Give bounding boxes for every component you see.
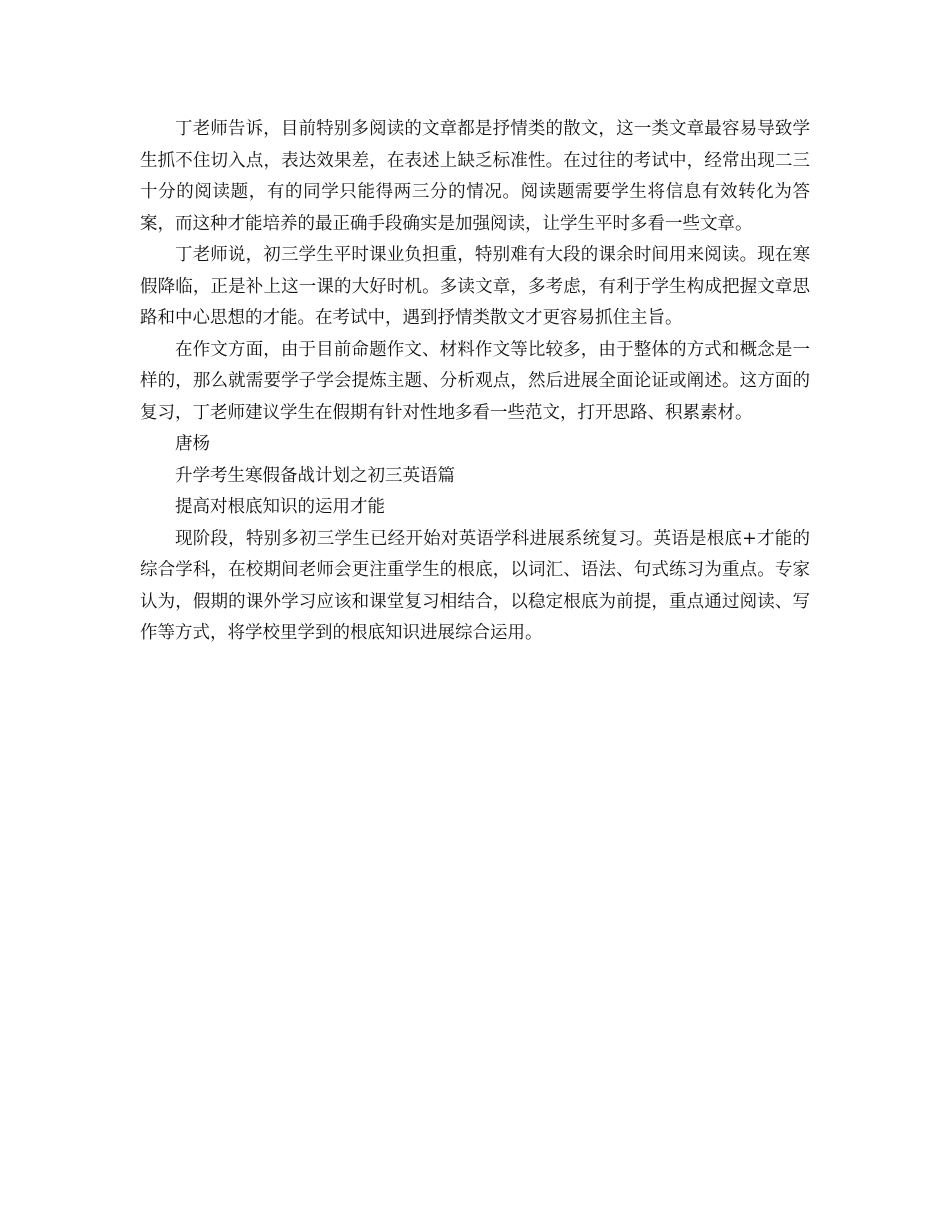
author-name: 唐杨 (175, 434, 210, 454)
paragraph-reading-advice: 丁老师告诉，目前特别多阅读的文章都是抒情类的散文，这一类文章最容易导致学生抓不住切入点，表达效果差，在表述上缺乏标准性。在过往的考试中，经常出现二三十分的阅读题，有的同学只能得两三分的情况。阅读题需要学生将信息有效转化为答案，而这种才能培养的最正确手段确实是加强阅读，让学生平时多看一些文章。 (140, 119, 810, 234)
paragraph-english-review: 现阶段，特别多初三学生已经开始对英语学科进展系统复习。英语是根底+才能的综合学科，在校期间老师会更注重学生的根底，以词汇、语法、句式练习为重点。专家认为，假期的课外学习应该和课堂复习相结合，以稳定根底为前提，重点通过阅读、写作等方式，将学校里学到的根底知识进展综合运用。 (140, 528, 810, 643)
paragraph-composition-advice: 在作文方面，由于目前命题作文、材料作文等比较多，由于整体的方式和概念是一样的，那么就需要学子学会提炼主题、分析观点，然后进展全面论证或阐述。这方面的复习，丁老师建议学生在假期有针对性地多看一些范文，打开思路、积累素材。 (140, 339, 810, 423)
paragraph-winter-break-reading: 丁老师说，初三学生平时课业负担重，特别难有大段的课余时间用来阅读。现在寒假降临，正是补上这一课的大好时机。多读文章，多考虑，有利于学生构成把握文章思路和中心思想的才能。在考试中，遇到抒情类散文才更容易抓住主旨。 (140, 245, 810, 328)
section-subtitle: 提高对根底知识的运用才能 (175, 497, 385, 517)
document-body (140, 114, 810, 650)
section-title: 升学考生寒假备战计划之初三英语篇 (175, 465, 455, 486)
